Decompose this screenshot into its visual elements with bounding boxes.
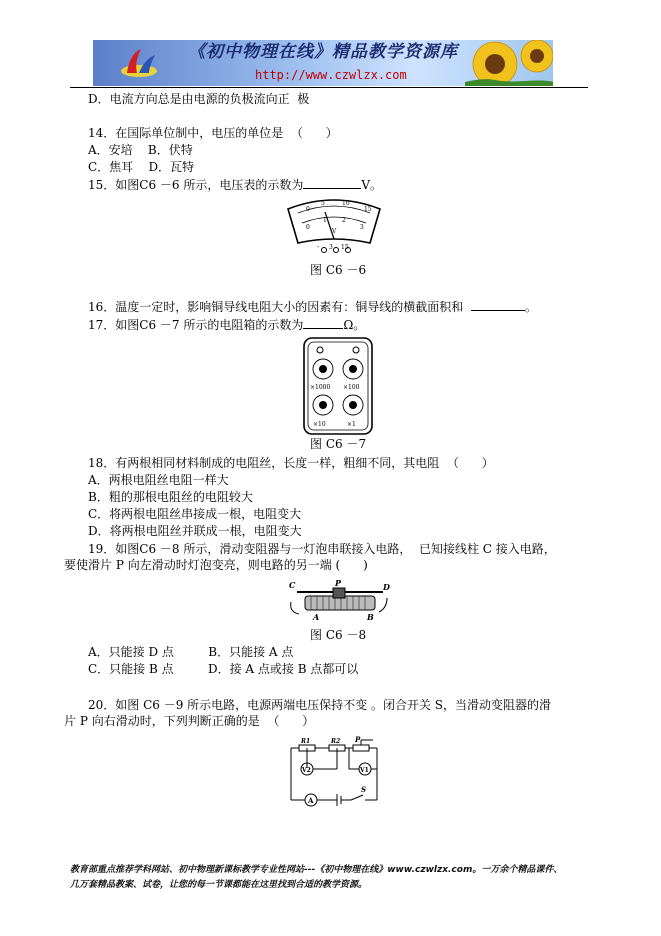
rheostat-label-d: D	[383, 582, 390, 592]
footer-line-2: 几万套精品教案、试卷，让您的每一节课都能在这里找到合适的教学资源。	[70, 880, 368, 890]
circuit-label-v1: V1	[360, 767, 369, 774]
terminal-15: 15	[341, 244, 349, 251]
q18-option-d: D．将两根电阻丝并联成一根，电阻变大	[88, 524, 302, 538]
upper-tick-0: 0	[306, 206, 310, 213]
upper-tick-15: 15	[364, 206, 372, 213]
q19-stem-2: 要使滑片 P 向左滑动时灯泡变亮，则电路的另一端 ( )	[64, 558, 368, 572]
circuit-label-p: P	[355, 735, 361, 744]
upper-tick-10: 10	[342, 200, 350, 207]
q18-option-a: A．两根电阻丝电阻一样大	[88, 473, 229, 487]
q15-unit: V。	[361, 178, 383, 192]
lower-tick-0: 0	[306, 224, 310, 231]
q19-stem-1: 19．如图C6 －8 所示，滑动变阻器与一灯泡串联接入电路， 已知接线柱 C 接入电路，	[88, 542, 556, 556]
q19-options-cd: C．只能接 B 点 D．接 A 点或接 B 点都可以	[88, 662, 359, 676]
q18-stem: 18．有两根相同材料制成的电阻丝，长度一样，粗细不同，其电阻 （ ）	[88, 456, 494, 470]
voltmeter-figure	[284, 195, 384, 257]
figure-c6-7-caption: 图 C6 －7	[310, 437, 367, 451]
q15-stem	[88, 176, 382, 193]
upper-tick-5: 5	[321, 200, 325, 207]
banner-title: 《初中物理在线》精品教学资源库	[188, 42, 458, 62]
circuit-label-a: A	[308, 796, 314, 805]
rheostat-label-c: C	[289, 580, 296, 590]
rheostat-label-a: A	[313, 612, 320, 622]
footer-line-1: 教育部重点推荐学科网站、初中物理新课标教学专业性网站---《初中物理在线》www.czwlzx.com。一万余个精品课件、	[70, 865, 563, 875]
multiplier-100: ×100	[343, 384, 360, 391]
meter-unit: V	[332, 228, 337, 235]
rheostat-label-p: P	[335, 578, 342, 588]
q17-blank[interactable]	[303, 316, 343, 329]
banner-url[interactable]: http://www.czwlzx.com	[255, 68, 407, 82]
q18-option-c: C．将两根电阻丝串接成一根，电阻变大	[88, 507, 302, 521]
header-rule	[70, 87, 588, 88]
q15-blank[interactable]	[303, 176, 361, 189]
multiplier-1: ×1	[347, 421, 356, 428]
q14-stem: 14．在国际单位制中，电压的单位是 （ ）	[88, 126, 338, 140]
lower-tick-2: 2	[342, 217, 346, 224]
rheostat-figure	[287, 578, 391, 622]
q16-stem	[88, 298, 537, 315]
q16-end: 。	[524, 300, 537, 314]
page-footer	[70, 863, 600, 893]
rheostat-label-b: B	[367, 612, 374, 622]
circuit-label-v2: V2	[302, 767, 311, 774]
q13-option-d: D．电流方向总是由电源的负极流向正 极	[88, 92, 310, 106]
q18-option-b: B．粗的那根电阻丝的电阻较大	[88, 490, 253, 504]
terminal-neg: -	[317, 243, 320, 251]
q16-text: 16．温度一定时，影响铜导线电阻大小的因素有：铜导线的横截面积和	[88, 300, 471, 314]
lower-tick-3: 3	[360, 224, 364, 231]
q19-options-ab: A．只能接 D 点 B．只能接 A 点	[88, 645, 294, 659]
q14-options-cd: C．焦耳 D．瓦特	[88, 160, 195, 174]
q17-unit: Ω。	[343, 318, 366, 332]
q14-options-ab: A．安培 B．伏特	[88, 143, 193, 157]
q17-stem	[88, 316, 365, 333]
figure-c6-8-caption: 图 C6 －8	[310, 628, 367, 642]
resistance-box-figure	[303, 337, 373, 435]
terminal-3: 3	[329, 244, 333, 251]
q20-stem-1: 20．如图 C6 －9 所示电路，电源两端电压保持不变 。闭合开关 S，当滑动变阻器的滑	[88, 698, 552, 712]
multiplier-10: ×10	[313, 421, 326, 428]
q17-text: 17．如图C6 －7 所示的电阻箱的示数为	[88, 318, 304, 332]
figure-c6-6-caption: 图 C6 －6	[310, 263, 367, 277]
circuit-figure	[289, 736, 381, 806]
circuit-label-r1: R1	[301, 738, 311, 745]
circuit-label-s: S	[361, 785, 367, 794]
site-logo-icon	[119, 45, 159, 83]
header-banner	[93, 40, 553, 86]
q15-text: 15．如图C6 －6 所示，电压表的示数为	[88, 178, 304, 192]
circuit-label-r2: R2	[331, 738, 341, 745]
q16-blank[interactable]	[471, 298, 525, 311]
sunflower-icon	[465, 40, 553, 86]
multiplier-1000: ×1000	[310, 384, 331, 391]
lower-tick-1: 1	[323, 217, 327, 224]
q20-stem-2: 片 P 向右滑动时，下列判断正确的是 （ ）	[64, 714, 315, 728]
